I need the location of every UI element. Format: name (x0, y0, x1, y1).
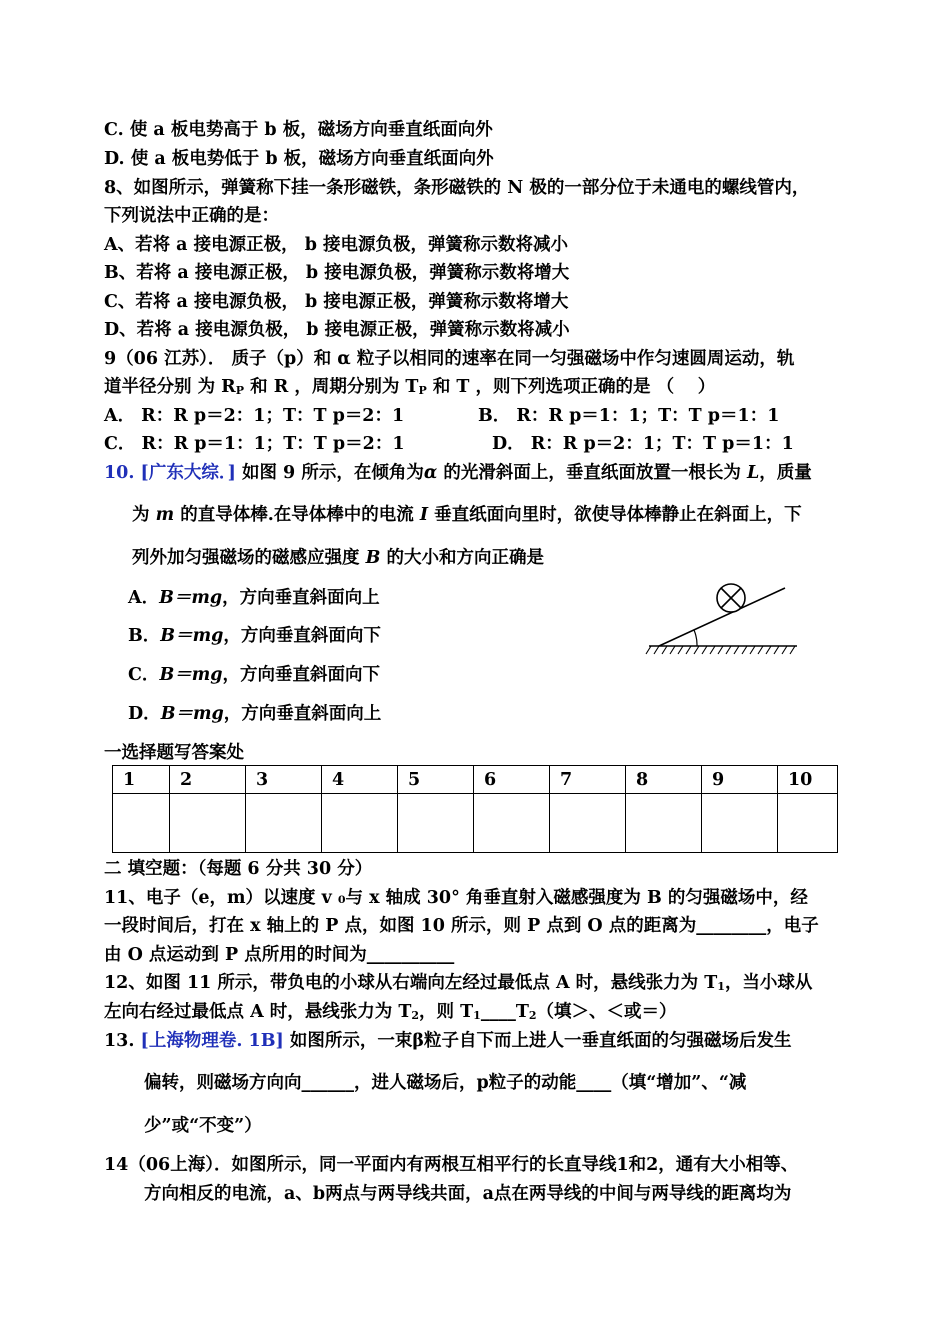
answer-header-cell: 4 (322, 766, 398, 794)
q10-source: [广东大综．] (140, 463, 236, 483)
q9-option-a: A． R：R p＝2：1；T：T p＝2：1 (104, 406, 405, 426)
angle-arc (694, 630, 697, 646)
q9-option-b: B． R：R p＝1：1；T：T p＝1：1 (478, 406, 780, 426)
answer-header-cell: 5 (398, 766, 474, 794)
q10-stem-line3: 列外加匀强磁场的磁感应强度 B 的大小和方向正确是 (132, 548, 544, 568)
q8-stem-line2: 下列说法中正确的是： (104, 206, 279, 226)
q11-line2: 一段时间后，打在 x 轴上的 P 点，如图 10 所示，则 P 点到 O 点的距离为________，电子 (104, 916, 819, 936)
answer-cell[interactable] (322, 794, 398, 853)
q13-line3: 少”或“不变”） (144, 1116, 262, 1136)
answer-cell[interactable] (474, 794, 550, 853)
q10-option-b: B．B＝mg，方向垂直斜面向下 (128, 626, 381, 646)
answer-header-cell: 3 (246, 766, 322, 794)
q12-line2: 左向右经过最低点 A 时，悬线张力为 $T_2$，则 $T_1\_\_\_\_T_2$（填＞、＜或＝） (104, 1002, 677, 1022)
q10-option-d: D．B＝mg，方向垂直斜面向上 (128, 704, 382, 724)
q9-option-d: D． R：R p＝2：1；T：T p＝1：1 (492, 434, 794, 454)
q10-option-c: C．B＝mg，方向垂直斜面向下 (128, 665, 380, 685)
answer-cell[interactable] (550, 794, 626, 853)
q7-option-c: C. 使 a 板电势高于 b 板，磁场方向垂直纸面向外 (104, 120, 493, 140)
answer-cell[interactable] (246, 794, 322, 853)
q7-option-d: D. 使 a 板电势低于 b 板，磁场方向垂直纸面向外 (104, 149, 494, 169)
answer-cell[interactable] (113, 794, 170, 853)
q14-line2: 方向相反的电流，a、b两点与两导线共面，a点在两导线的中间与两导线的距离均为 (144, 1184, 792, 1204)
answer-cell[interactable] (778, 794, 838, 853)
q14-line1: 14（06上海）．如图所示，同一平面内有两根互相平行的长直导线1和2，通有大小相等、 (104, 1155, 799, 1175)
q13-line1: 13. [上海物理卷. 1B] 如图所示，一束β粒子自下而上进人一垂直纸面的匀强磁场后发生 (104, 1031, 792, 1051)
answer-table-header-row (113, 766, 838, 794)
q13-source: [上海物理卷. 1B] (140, 1031, 284, 1051)
answer-cell[interactable] (702, 794, 778, 853)
q9-stem-line2: 道半径分别 为 $R_P$ 和 R ，周期分别为 $T_P$ 和 T ，则下列选项正确的是 （ ） (104, 377, 716, 397)
q10-stem-line2: 为 m 的直导体棒.在导体棒中的电流 I 垂直纸面向里时，欲使导体棒静止在斜面上，下 (132, 505, 802, 525)
q10-option-a: A．B＝mg，方向垂直斜面向上 (128, 588, 380, 608)
answer-cell[interactable] (626, 794, 702, 853)
answer-header-cell: 6 (474, 766, 550, 794)
q8-option-d: D、若将 a 接电源负极， b 接电源正极，弹簧称示数将减小 (104, 320, 570, 340)
q10-number: 10. (104, 463, 141, 483)
section2-title: 二 填空题：（每题 6 分共 30 分） (104, 859, 373, 879)
current-into-page-icon (717, 584, 745, 612)
q12-line1: 12、如图 11 所示，带负电的小球从右端向左经过最低点 A 时，悬线张力为 $T_1$，当小球从 (104, 973, 813, 993)
answer-table (112, 765, 838, 853)
q9-stem-line1: 9（06 江苏）． 质子（p）和 α 粒子以相同的速率在同一匀强磁场中作匀速圆周运动，轨 (104, 349, 795, 369)
q8-option-a: A、若将 a 接电源正极， b 接电源负极，弹簧称示数将减小 (104, 235, 569, 255)
q13-line2: 偏转，则磁场方向向______，进人磁场后，p粒子的动能____（填“增加”、“减 (144, 1073, 747, 1093)
answer-header-cell: 7 (550, 766, 626, 794)
answer-header-cell: 10 (778, 766, 838, 794)
q8-option-c: C、若将 a 接电源负极， b 接电源正极，弹簧称示数将增大 (104, 292, 569, 312)
q8-option-b: B、若将 a 接电源正极， b 接电源负极，弹簧称示数将增大 (104, 263, 570, 283)
incline-figure (645, 578, 805, 658)
answer-table-blank-row (113, 794, 838, 853)
ground-hatching (646, 646, 795, 654)
q11-line1: 11、电子（e，m）以速度 v ₀与 x 轴成 30° 角垂直射入磁感强度为 B 的匀强磁场中，经 (104, 888, 808, 908)
q9-option-c: C． R：R p＝1：1；T：T p＝2：1 (104, 434, 405, 454)
answer-header-cell: 8 (626, 766, 702, 794)
answer-header-cell: 2 (170, 766, 246, 794)
answer-cell[interactable] (170, 794, 246, 853)
q8-stem-line1: 8、如图所示，弹簧称下挂一条形磁铁，条形磁铁的 N 极的一部分位于未通电的螺线管内， (104, 178, 810, 198)
answer-cell[interactable] (398, 794, 474, 853)
q10-stem-line1: 10. [广东大综．] 如图 9 所示，在倾角为α 的光滑斜面上，垂直纸面放置一根长为 L，质量 (104, 463, 812, 483)
q11-line3: 由 O 点运动到 P 点所用的时间为__________ (104, 945, 455, 965)
answer-header-cell: 1 (113, 766, 170, 794)
answer-header-cell: 9 (702, 766, 778, 794)
answer-section-title: 一选择题写答案处 (104, 743, 244, 763)
